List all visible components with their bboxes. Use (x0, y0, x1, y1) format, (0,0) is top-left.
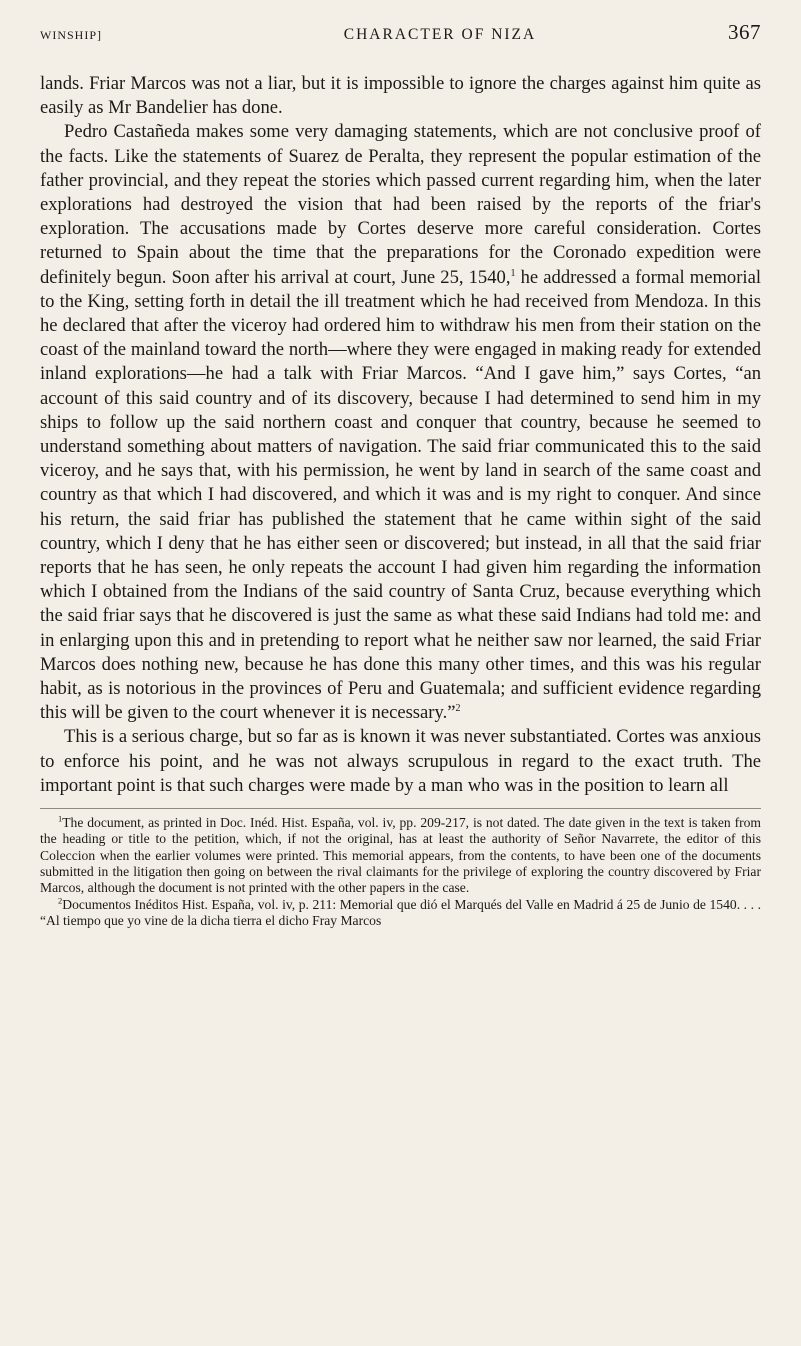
paragraph-text: he addressed a formal memorial to the King, setting forth in detail the ill treatment which he had received from Mendoza. In this he declared that after the viceroy had ordered him to withdraw his men from their station on the coast of the mainland toward the north—where they were engaged in making ready for extended inland explorations—he had a talk with Friar Marcos. “And I gave him,” says Cortes, “an account of this said country and of its discovery, because I had determined to send him in my ships to follow up the said northern coast and conquer that country, because he seemed to understand something about matters of navigation. The said friar communicated this to the said viceroy, and he says that, with his permission, he went by land in search of the same coast and country as that which I had discovered, and which it was and is my right to conquer. And since his return, the said friar has published the statement that he came within sight of the said country, which I deny that he has either seen or discovered; but instead, in all that the said friar reports that he has seen, he only repeats the account I had given him regarding the information which I obtained from the Indians of the said country of Santa Cruz, because everything which the said friar says that he discovered is just the same as what these said Indians had told me: and in enlarging upon this and in pretending to report what he neither saw nor learned, the said Friar Marcos does nothing new, because he has done this many other times, and this was his regular habit, as is notorious in the provinces of Peru and Guatemala; and sufficient evidence regarding this will be given to the court whenever it is necessary.” (40, 266, 762, 724)
footnote-2 (40, 897, 761, 930)
footnote-marker: 2 (58, 895, 63, 906)
running-head (40, 20, 761, 54)
footnote-text: The document, as printed in Doc. Inéd. Hist. España, vol. iv, pp. 209-217, is not dated. The date given in the text is taken from the heading or title to the petition, which, if not the original, has at least the authority of Señor Navarrete, the editor of this Coleccion when the earlier volumes were printed. This memorial appears, from the contents, to have been one of the documents submitted in the litigation then going on between the rival claimants for the privilege of exploring the country discovered by Friar Marcos, although the document is not printed with the other papers in the case. (40, 815, 761, 896)
paragraph-serious-charge: This is a serious charge, but so far as is known it was never substantiated. Cortes was anxious to enforce his point, and he was not always scrupulous in regard to the exact truth. The important point is that such charges were made by a man who was in the position to learn all (40, 726, 761, 796)
footnote-reference: 2 (455, 703, 461, 715)
footnote-reference: 1 (510, 267, 516, 279)
footnote-1 (40, 815, 761, 896)
footnotes (40, 808, 761, 929)
paragraph-continuation: lands. Friar Marcos was not a liar, but it is impossible to ignore the charges against him quite as easily as Mr Bandelier has done. (40, 73, 761, 119)
paragraph-text: Pedro Castañeda makes some very damaging statements, which are not conclusive proof of the facts. Like the statements of Suarez de Peralta, they represent the popular estimation of the father provincial, and they repeat the stories which passed current regarding him, when the later explorations had destroyed the vision that had been raised by the reports of the friar's exploration. The accusations made by Cortes deserve more careful consideration. Cortes returned to Spain about the time that the preparations for the Coronado expedition were definitely begun. Soon after his arrival at court, June 25, 1540, (40, 121, 761, 288)
running-head-title: CHARACTER OF NIZA (343, 26, 537, 43)
main-text (40, 72, 761, 798)
running-head-author: WINSHIP] (40, 28, 102, 42)
page-number: 367 (727, 20, 761, 44)
footnote-marker: 1 (58, 813, 63, 824)
paragraph-castaneda (40, 120, 761, 725)
footnote-text: Documentos Inéditos Hist. España, vol. iv, p. 211: Memorial que dió el Marqués del Valle en Madrid á 25 de Junio de 1540. . . . “Al tiempo que yo vine de la dicha tierra el dicho Fray Marcos (40, 896, 761, 928)
